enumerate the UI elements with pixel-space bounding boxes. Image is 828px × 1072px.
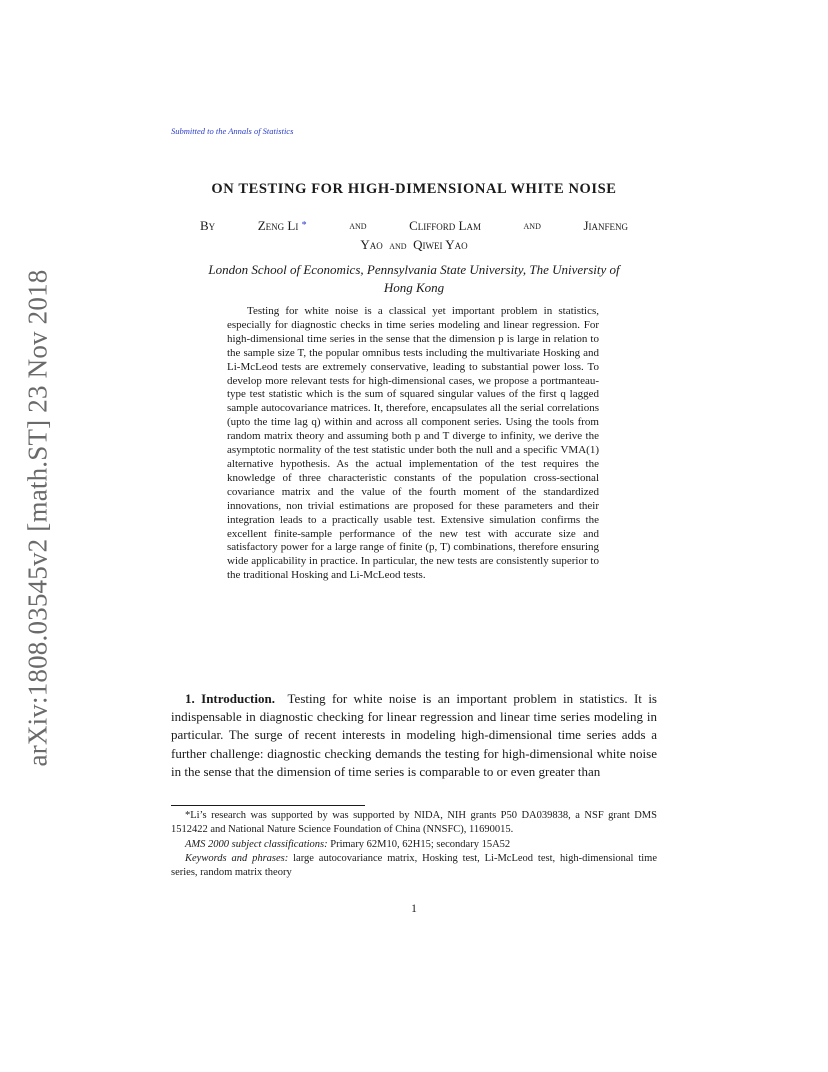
by-label: By xyxy=(200,218,216,233)
page-number: 1 xyxy=(411,903,417,915)
funding-footnote: *Li’s research was supported by was supported by NIDA, NIH grants P50 DA039838, a NSF grant DMS 1512422 and National Nature Science Foundation of China (NNSFC), 11690015. xyxy=(171,810,657,836)
section-body: Testing for white noise is an important problem in statistics. It is indispensable in diagnostic checking for linear regression and linear time series modeling in particular. The surge of recent interests in modeling high-dimensional time series adds a further challenge: diagnostic checking demands the testing for high-dimensional white noise in the sense that the dimension of time series is comparable to or even greater than xyxy=(171,691,657,779)
and-separator: and xyxy=(523,218,541,232)
author-clifford-lam: Clifford Lam xyxy=(409,218,481,233)
author-list xyxy=(200,216,628,255)
arxiv-identifier: arXiv:1808.03545v2 [math.ST] 23 Nov 2018 xyxy=(22,269,53,767)
author-jianfeng-first: Jianfeng xyxy=(583,218,628,233)
ams-classification: AMS 2000 subject classifications: Primary 62M10, 62H15; secondary 15A52 xyxy=(185,838,511,850)
author-jianfeng-last: Yao xyxy=(360,237,383,252)
section-heading: 1. Introduction. xyxy=(185,691,275,706)
author-qiwei-yao: Qiwei Yao xyxy=(413,237,468,252)
footnote-divider xyxy=(171,805,365,806)
author-zeng-li: Zeng Li * xyxy=(257,218,307,233)
and-separator: and xyxy=(349,218,367,232)
and-separator: and xyxy=(389,238,407,252)
keywords: Keywords and phrases: large autocovariance matrix, Hosking test, Li-McLeod test, high-dimensional time series, random matrix theory xyxy=(171,852,658,879)
introduction-section xyxy=(171,690,657,781)
paper-title: ON TESTING FOR HIGH-DIMENSIONAL WHITE NOISE xyxy=(211,181,617,197)
submitted-note[interactable]: Submitted to the Annals of Statistics xyxy=(171,126,294,136)
affiliation: London School of Economics, Pennsylvania State University, The University of Hong Kong xyxy=(208,262,620,295)
abstract: Testing for white noise is a classical yet important problem in statistics, especially for diagnostic checks in time series modeling and linear regression. For high-dimensional time series in the sense that the dimension p is large in relation to the sample size T, the popular omnibus tests including the multivariate Hosking and Li-McLeod tests are extremely conservative, leading to substantial power loss. To develop more relevant tests for high-dimensional cases, we propose a portmanteau-type test statistic which is the sum of squared singular values of the first q lagged sample autocovariance matrices. It, therefore, encapsulates all the serial correlations (upto the time lag q) within and across all component series. Using the tools from random matrix theory and assuming both p and T diverge to infinity, we derive the asymptotic normality of the test statistic under both the null and a specific VMA(1) alternative hypothesis. As the actual implementation of the test requires the knowledge of three characteristic constants of the population cross-sectional covariance matrix and the value of the fourth moment of the standardized innovations, non trivial estimations are proposed for these parameters and their integration leads to a practically usable test. Extensive simulation confirms the excellent finite-sample performance of the new test with accurate size and satisfactory power for a large range of finite (p, T) combinations, therefore ensuring wide applicability in practice. In particular, the new tests are consistently superior to the traditional Hosking and Li-McLeod tests. xyxy=(227,305,599,582)
footnotes xyxy=(171,809,657,880)
footnote-marker[interactable]: * xyxy=(301,220,307,231)
